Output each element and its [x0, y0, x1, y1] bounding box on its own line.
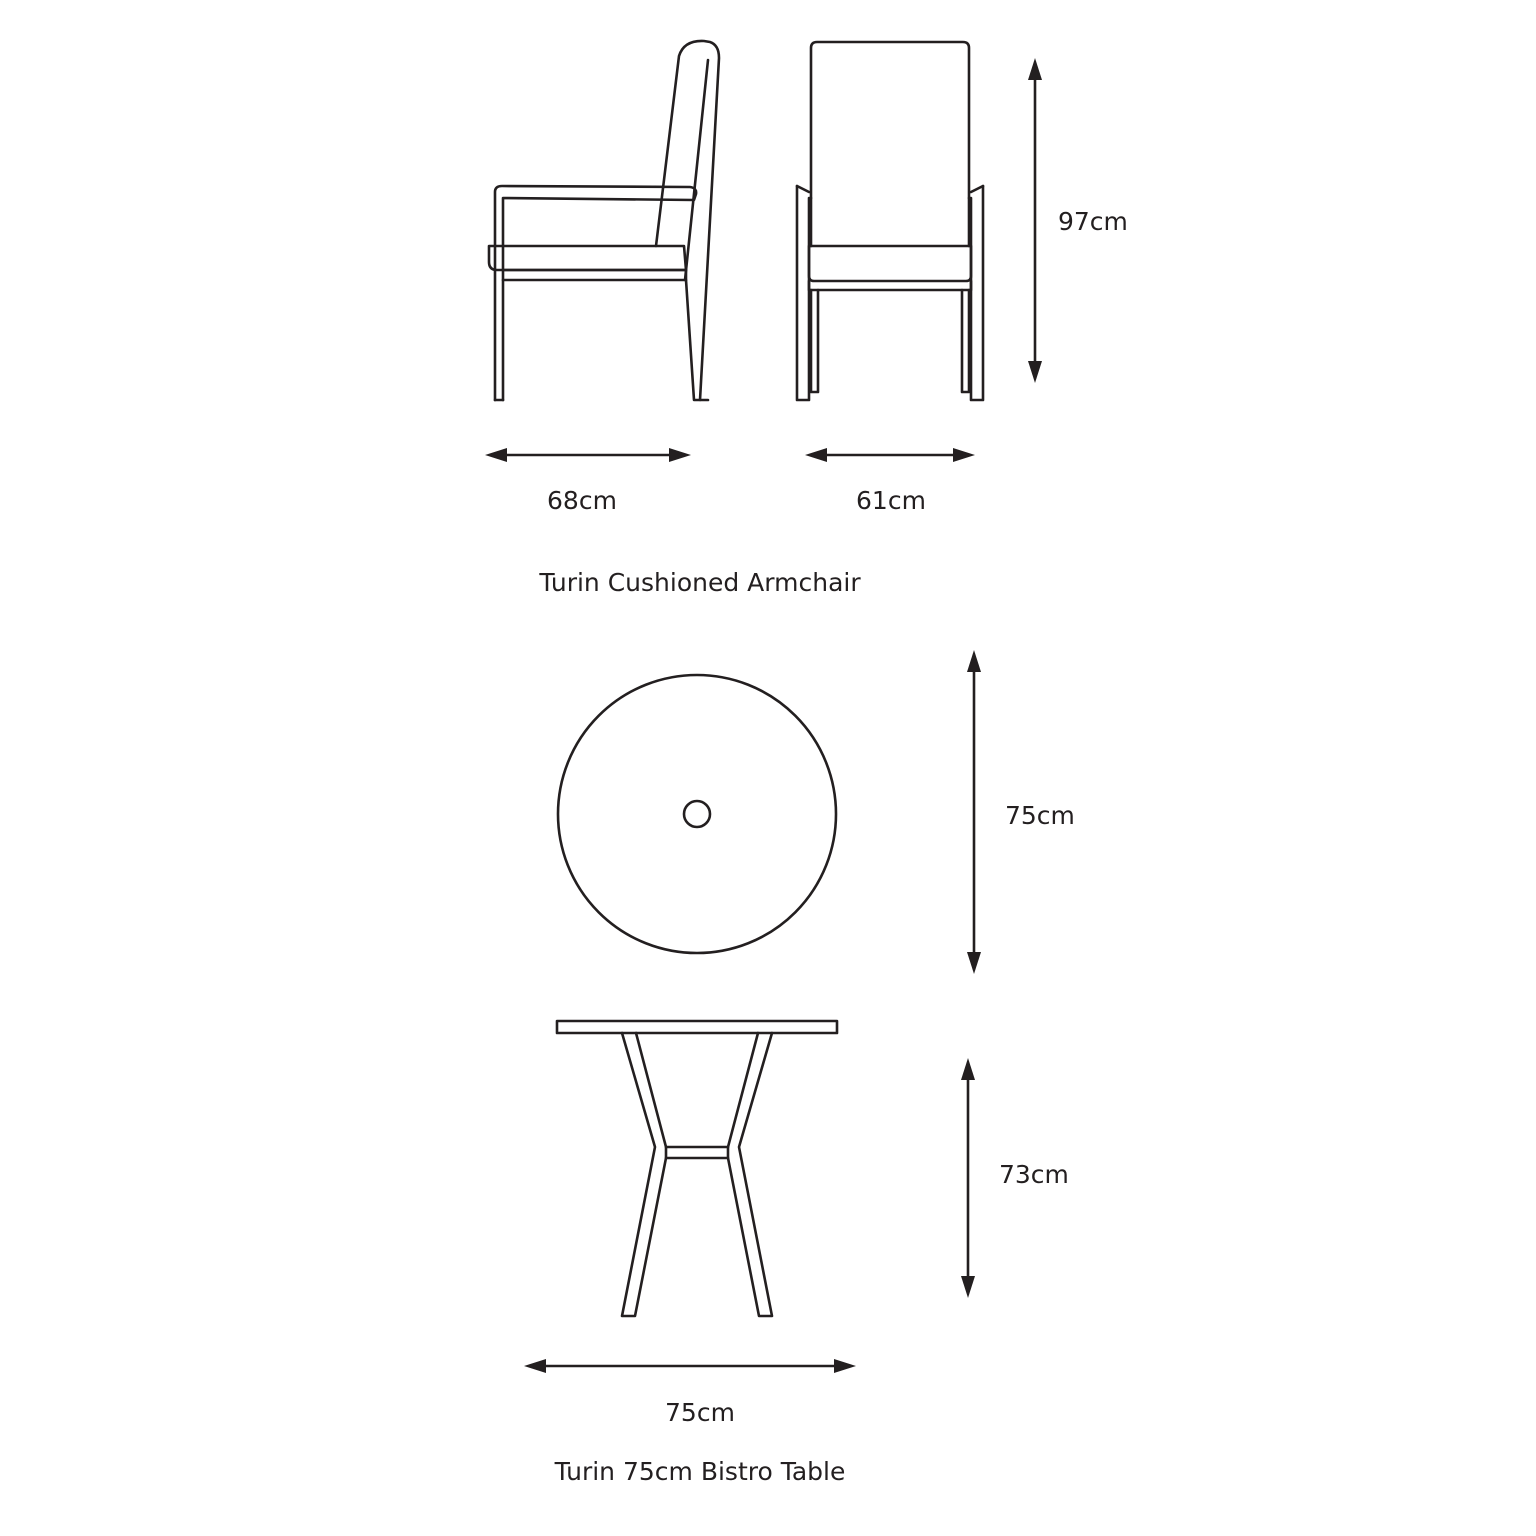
armchair-side-seat-cushion [489, 246, 686, 270]
armchair-side-seat-frame [503, 270, 686, 280]
table-height-label: 73cm [999, 1160, 1069, 1189]
armchair-front-left-arm [797, 186, 811, 400]
armchair-height-label: 97cm [1058, 207, 1128, 236]
armchair-front-backrest [811, 42, 969, 246]
table-width-label: 75cm [665, 1398, 735, 1427]
armchair-depth-label: 68cm [547, 486, 617, 515]
armchair-side-armrest [495, 186, 696, 400]
table-side-view [557, 1021, 837, 1316]
armchair-width-label: 61cm [856, 486, 926, 515]
table-width-dimension [524, 1359, 856, 1373]
table-side-left-leg [622, 1033, 666, 1316]
armchair-front-view [797, 42, 983, 400]
armchair-side-backrest-inner [685, 60, 708, 280]
armchair-front-seat-frame [809, 281, 971, 290]
armchair-front-right-arm-top [971, 186, 983, 192]
table-top-diameter-label: 75cm [1005, 801, 1075, 830]
table-top-diameter-dimension [967, 650, 981, 974]
armchair-front-seat-cushion [809, 246, 971, 281]
armchair-height-dimension [1028, 58, 1042, 383]
table-side-top [557, 1021, 837, 1033]
table-top-view [558, 675, 836, 953]
table-title: Turin 75cm Bistro Table [554, 1457, 846, 1486]
armchair-title: Turin Cushioned Armchair [539, 568, 861, 597]
table-side-right-leg [728, 1033, 772, 1316]
armchair-side-backrest [656, 41, 719, 400]
table-height-dimension [961, 1058, 975, 1298]
table-parasol-hole [684, 801, 710, 827]
table-top-outline [558, 675, 836, 953]
table-side-crossbar [666, 1147, 728, 1158]
armchair-depth-dimension [485, 448, 691, 462]
armchair-front-right-leg [962, 290, 969, 392]
armchair-front-right-arm [969, 186, 983, 400]
armchair-side-view [489, 41, 719, 400]
armchair-width-dimension [805, 448, 975, 462]
armchair-front-left-leg [811, 290, 818, 392]
armchair-front-left-arm-top [797, 186, 809, 192]
